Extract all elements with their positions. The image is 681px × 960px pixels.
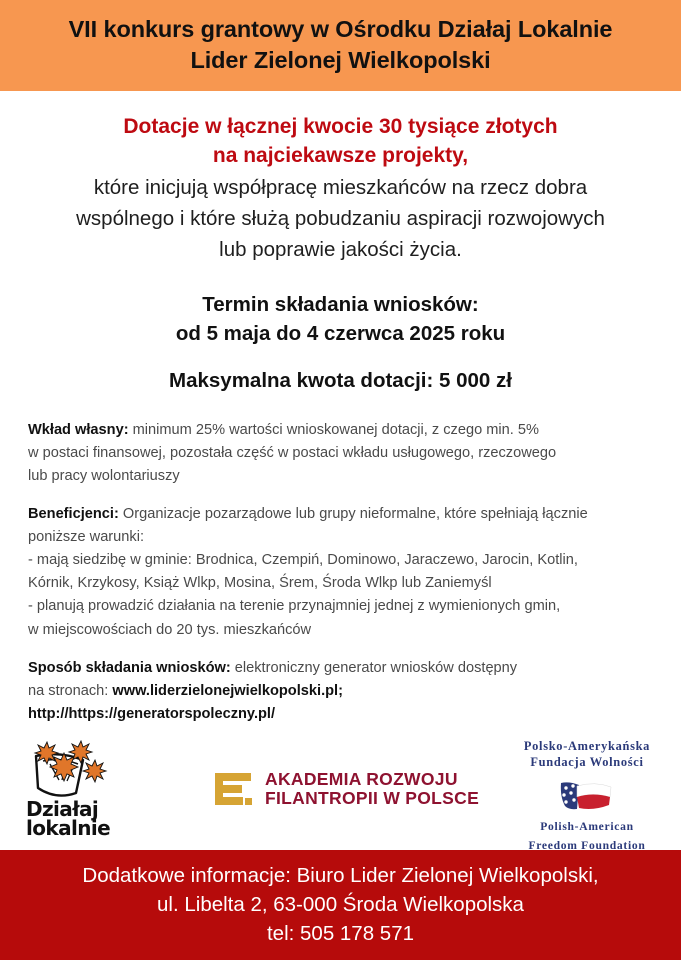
submission-line-1 xyxy=(28,657,655,680)
purpose-line-3: lub poprawie jakości życia. xyxy=(219,237,462,261)
lead-block xyxy=(0,91,681,264)
beneficiaries-line-5: - planują prowadzić działania na terenie przynajmniej jednej z wymienionych gmin, xyxy=(28,598,561,615)
akademia-line-1: AKADEMIA ROZWOJU xyxy=(265,768,458,789)
logos-row xyxy=(0,738,681,853)
own-contribution-line-1 xyxy=(28,419,655,442)
header-title-line-2: Lider Zielonej Wielkopolski xyxy=(190,47,491,74)
pafw-polish-name-line-1: Polsko-Amerykańska xyxy=(523,738,651,753)
pafw-polish-name-line-2: Fundacja Wolności xyxy=(530,755,644,770)
footer-address-line: ul. Libelta 2, 63-000 Środa Wielkopolska xyxy=(157,893,524,917)
submission-label: Sposób składania wniosków: xyxy=(28,659,231,676)
own-contribution-section xyxy=(28,419,655,488)
poster-footer xyxy=(0,850,681,960)
pafw-english-name-line-1: Polish-American xyxy=(540,819,634,833)
logo-dzialaj-lokalnie xyxy=(26,740,136,839)
purpose-line-2: wspólnego i które służą pobudzaniu aspiracji rozwojowych xyxy=(76,206,605,230)
dzialaj-lokalnie-wordmark xyxy=(26,796,136,841)
grant-amount-line-1: Dotacje w łącznej kwocie 30 tysiące złotych xyxy=(123,114,558,138)
deadline-label: Termin składania wniosków: xyxy=(202,292,479,316)
beneficiaries-line-2: poniższe warunki: xyxy=(28,529,144,546)
pafw-english-name-line-2: Freedom Foundation xyxy=(528,839,646,853)
flag-emblem-icon xyxy=(555,775,619,815)
akademia-wordmark xyxy=(265,770,479,809)
grant-amount-line-2: na najciekawsze projekty, xyxy=(212,143,469,167)
logo-akademia-rozwoju-filantropii xyxy=(212,770,479,809)
dzialaj-lokalnie-word-1: Działaj xyxy=(26,796,99,821)
beneficiaries-text-1: Organizacje pozarządowe lub grupy nieformalne, które spełniają łącznie xyxy=(118,506,588,523)
purpose-line-1: które inicjują współpracę mieszkańców na rzecz dobra xyxy=(93,175,588,199)
akademia-line-2: FILANTROPII W POLSCE xyxy=(265,788,480,809)
akademia-e-mark-icon xyxy=(212,770,254,808)
submission-text-1: elektroniczny generator wniosków dostępny xyxy=(230,659,518,676)
own-contribution-text-1: minimum 25% wartości wnioskowanej dotacji, z czego min. 5% xyxy=(128,422,539,439)
beneficiaries-line-1 xyxy=(28,503,655,526)
footer-contact-line-1: Dodatkowe informacje: Biuro Lider Zielonej Wielkopolski, xyxy=(82,864,599,888)
logo-polish-american-freedom-foundation xyxy=(511,738,663,854)
header-title-line-1: VII konkurs grantowy w Ośrodku Działaj Lokalnie xyxy=(68,16,613,43)
poster-header xyxy=(0,0,681,91)
max-grant-amount: Maksymalna kwota dotacji: 5 000 zł xyxy=(169,369,512,393)
beneficiaries-section xyxy=(28,503,655,641)
beneficiaries-line-4: Kórnik, Krzykosy, Książ Wlkp, Mosina, Śrem, Środa Wlkp lub Zaniemyśl xyxy=(28,575,492,592)
submission-url-secondary[interactable]: http://https://generatorspoleczny.pl/ xyxy=(28,705,276,722)
dzialaj-lokalnie-word-2: lokalnie xyxy=(26,816,111,841)
own-contribution-line-2: w postaci finansowej, pozostała część w postaci wkładu usługowego, rzeczowego xyxy=(28,445,557,462)
beneficiaries-line-6: w miejscowościach do 20 tys. mieszkańców xyxy=(28,621,312,638)
terms-block xyxy=(0,290,681,393)
submission-line-3 xyxy=(28,703,655,726)
own-contribution-line-3: lub pracy wolontariuszy xyxy=(28,468,180,485)
submission-url-prefix: na stronach: xyxy=(28,682,113,699)
submission-url-primary[interactable]: www.liderzielonejwielkopolski.pl; xyxy=(112,682,343,699)
footer-phone-line: tel: 505 178 571 xyxy=(266,922,415,946)
beneficiaries-label: Beneficjenci: xyxy=(28,506,119,523)
submission-section xyxy=(28,657,655,726)
beneficiaries-line-3: - mają siedzibę w gminie: Brodnica, Czempiń, Dominowo, Jaraczewo, Jarocin, Kotlin, xyxy=(28,552,578,569)
details-block xyxy=(0,419,681,726)
own-contribution-label: Wkład własny: xyxy=(28,422,129,439)
poster-body xyxy=(0,91,681,853)
deadline-value: od 5 maja do 4 czerwca 2025 roku xyxy=(175,322,506,346)
pocket-with-flowers-icon xyxy=(26,740,122,802)
submission-line-2 xyxy=(28,680,655,703)
